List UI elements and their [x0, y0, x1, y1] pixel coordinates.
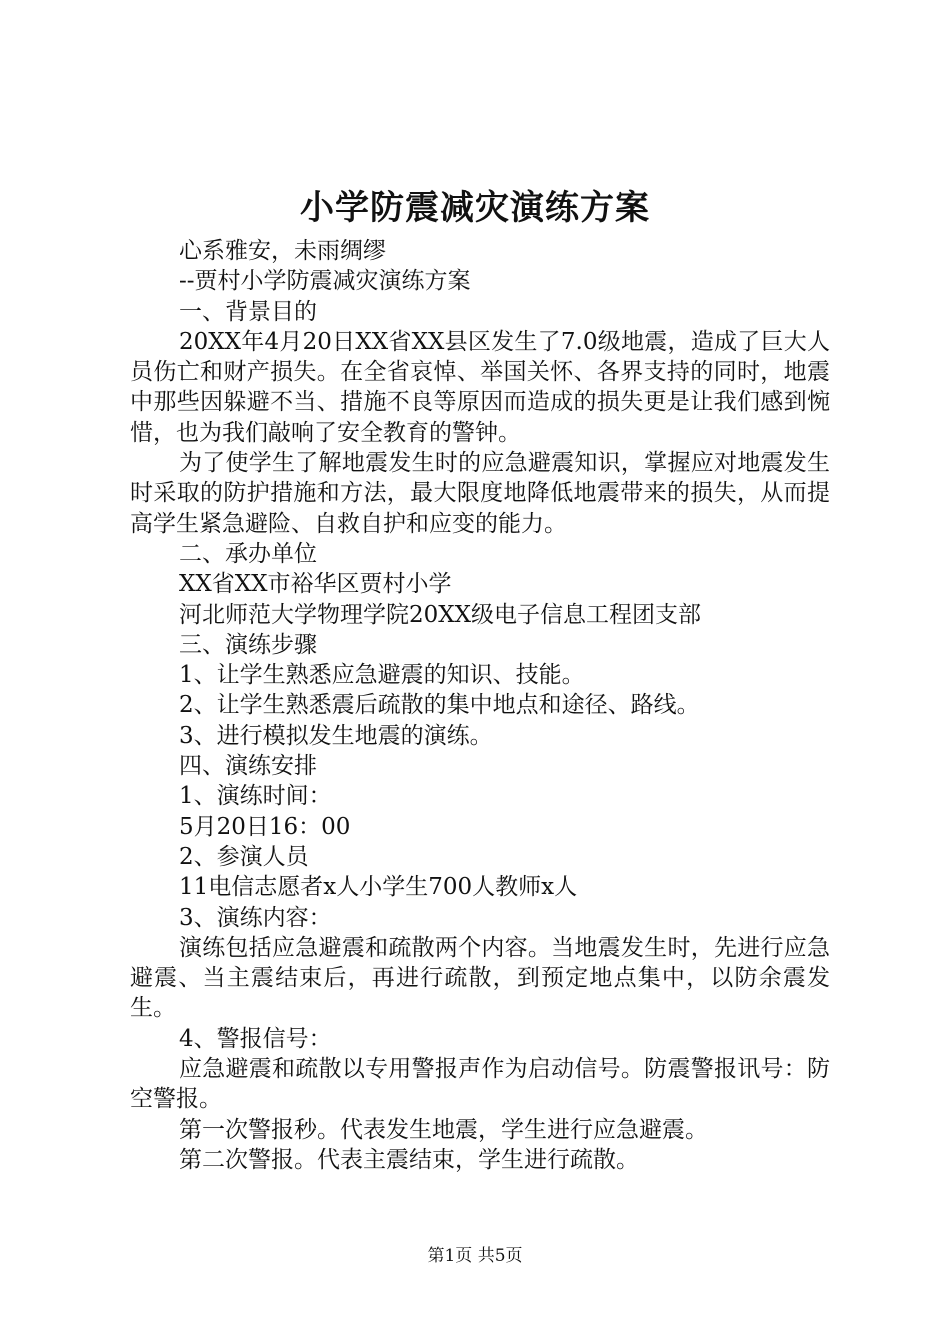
paragraph-organizer-school: XX省XX市裕华区贾村小学	[179, 571, 452, 598]
heading-organizer: 二、承办单位	[179, 540, 317, 567]
list-item-step-3: 3、进行模拟发生地震的演练。	[179, 722, 493, 749]
paragraph-drill-content: 演练包括应急避震和疏散两个内容。当地震发生时，先进行应急避震、当主震结束后，再进行疏散，到预定地点集中，以防余震发生。	[130, 934, 830, 1022]
paragraph-first-alarm: 第一次警报秒。代表发生地震，学生进行应急避震。	[179, 1116, 708, 1143]
paragraph-drill-time: 5月20日16：00	[179, 813, 351, 840]
document-title: 小学防震减灾演练方案	[300, 188, 650, 228]
heading-steps: 三、演练步骤	[179, 631, 317, 658]
paragraph-organizer-university: 河北师范大学物理学院20XX级电子信息工程团支部	[179, 601, 702, 628]
page-footer: 第1页 共5页	[427, 1246, 523, 1266]
heading-drill-time: 1、演练时间：	[179, 783, 332, 810]
list-item-step-2: 2、让学生熟悉震后疏散的集中地点和途径、路线。	[179, 692, 700, 719]
paragraph-subtitle-school: --贾村小学防震减灾演练方案	[179, 268, 471, 295]
paragraph-purpose: 为了使学生了解地震发生时的应急避震知识，掌握应对地震发生时采取的防护措施和方法，最大限度地降低地震带来的损失，从而提高学生紧急避险、自救自护和应变的能力。	[130, 450, 830, 537]
heading-drill-content: 3、演练内容：	[179, 904, 332, 931]
heading-participants: 2、参演人员	[179, 843, 309, 870]
heading-background: 一、背景目的	[179, 298, 317, 325]
document-body	[130, 236, 830, 1175]
paragraph-second-alarm: 第二次警报。代表主震结束，学生进行疏散。	[179, 1146, 639, 1173]
heading-arrangement: 四、演练安排	[179, 753, 317, 780]
paragraph-alarm-signal: 应急避震和疏散以专用警报声作为启动信号。防震警报讯号：防空警报。	[130, 1056, 830, 1113]
heading-alarm-signal: 4、警报信号：	[179, 1025, 332, 1052]
paragraph-participants: 11电信志愿者x人小学生700人教师x人	[179, 874, 578, 901]
list-item-step-1: 1、让学生熟悉应急避震的知识、技能。	[179, 662, 585, 689]
paragraph-background: 20XX年4月20日XX省XX县区发生了7.0级地震，造成了巨大人员伤亡和财产损失。在全省哀悼、举国关怀、各界支持的同时，地震中那些因躲避不当、措施不良等原因而造成的损失更是让我们感到惋惜，也为我们敲响了安全教育的警钟。	[130, 328, 830, 446]
paragraph-subtitle: 心系雅安，未雨绸缪	[179, 238, 386, 264]
